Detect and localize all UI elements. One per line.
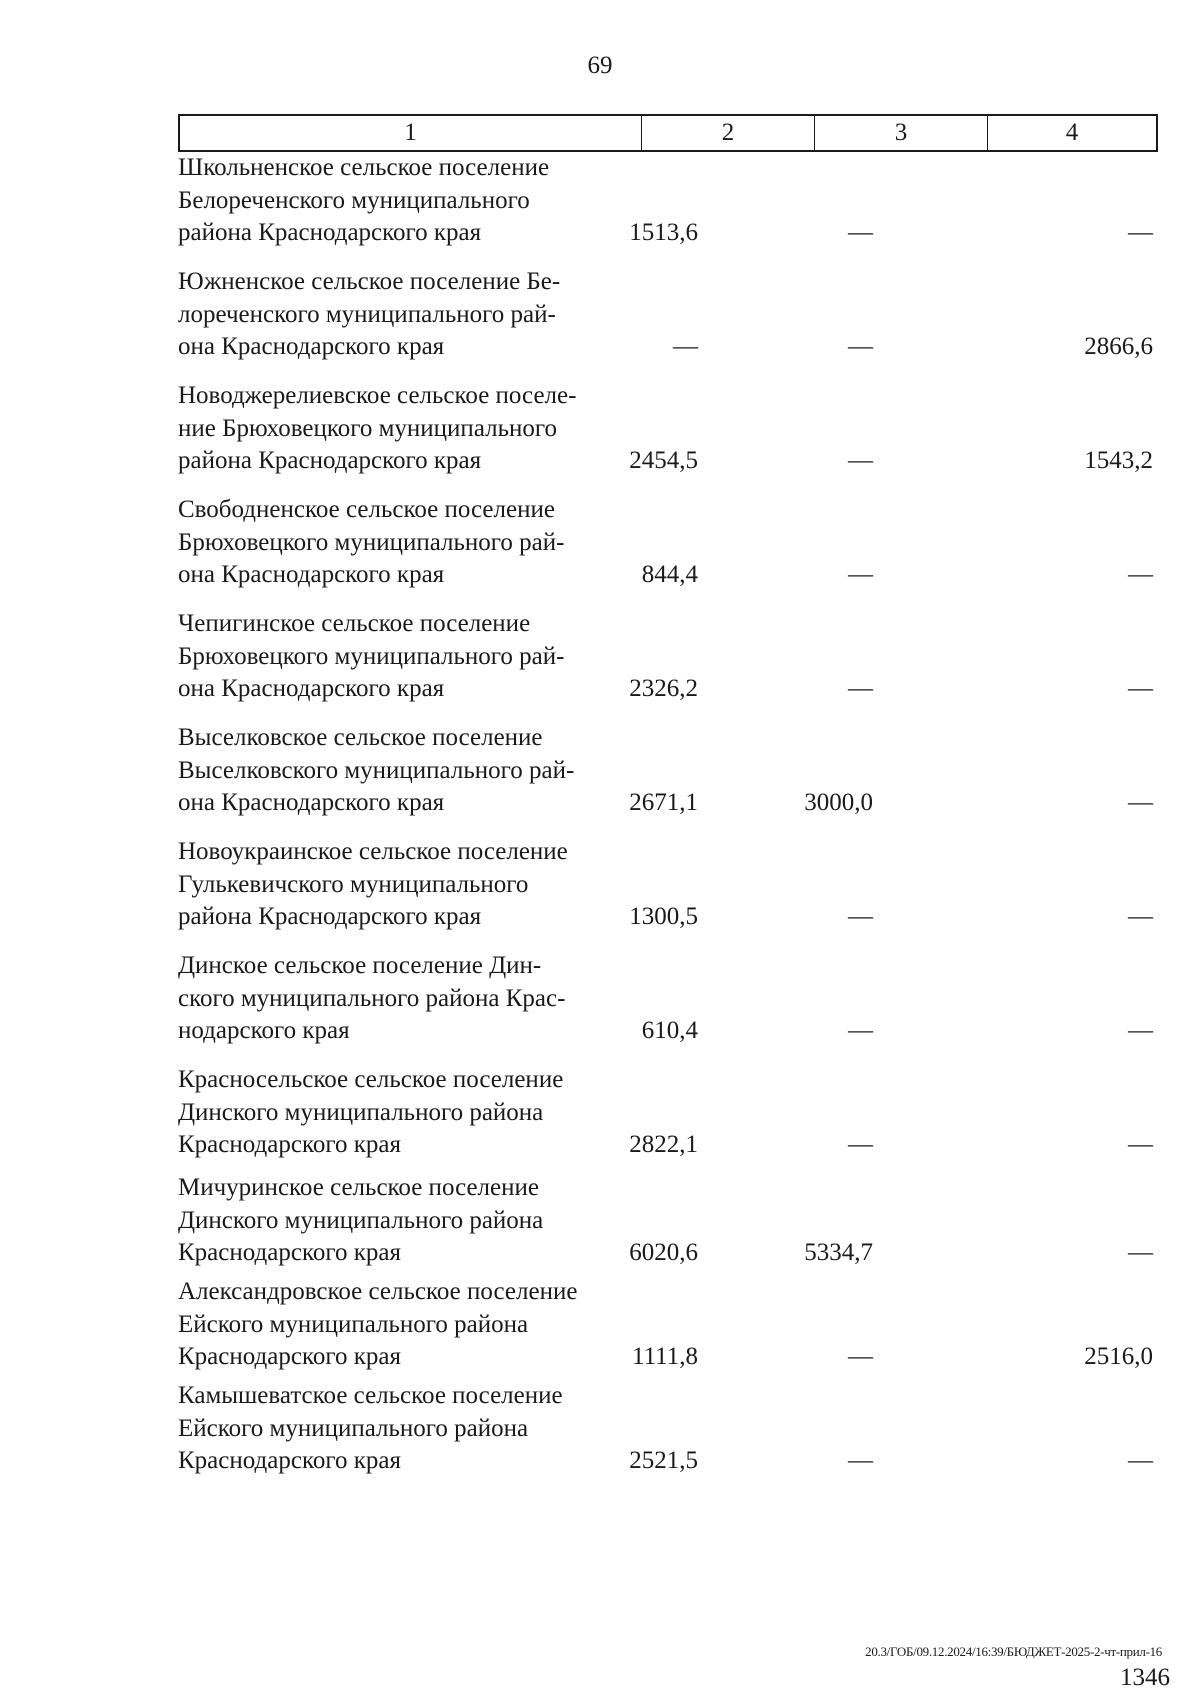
value-col-3: — bbox=[848, 333, 873, 360]
value-col-2: 1300,5 bbox=[629, 903, 698, 930]
value-col-4: 1543,2 bbox=[1084, 447, 1153, 474]
settlement-name: Южненское сельское поселение Бе- лореченского муниципального рай- она Краснодарского края bbox=[178, 268, 561, 360]
value-col-3: — bbox=[848, 219, 873, 246]
value-col-2: 2822,1 bbox=[629, 1131, 698, 1158]
table-row bbox=[178, 1064, 1158, 1162]
value-col-2: 610,4 bbox=[641, 1017, 698, 1044]
settlement-name: Свободненское сельское поселение Брюховецкого муниципального рай- она Краснодарского края bbox=[178, 496, 565, 588]
value-col-3: — bbox=[848, 1017, 873, 1044]
header-col-3: 3 bbox=[815, 116, 988, 150]
value-col-4: — bbox=[1128, 1447, 1153, 1474]
value-col-3: 5334,7 bbox=[804, 1239, 873, 1266]
table-row bbox=[178, 836, 1158, 934]
table-row bbox=[178, 380, 1158, 478]
value-col-3: — bbox=[848, 675, 873, 702]
value-col-2: — bbox=[673, 333, 698, 360]
header-col-2: 2 bbox=[642, 116, 815, 150]
settlement-name: Новоджерелиевское сельское поселе- ние Брюховецкого муниципального района Краснодарского края bbox=[178, 382, 577, 474]
value-col-3: — bbox=[848, 1131, 873, 1158]
value-col-2: 844,4 bbox=[641, 561, 698, 588]
settlement-name: Выселковское сельское поселение Выселковского муниципального рай- она Краснодарского края bbox=[178, 724, 575, 816]
value-col-4: — bbox=[1128, 1131, 1153, 1158]
value-col-4: 2516,0 bbox=[1084, 1343, 1153, 1370]
value-col-3: 3000,0 bbox=[804, 789, 873, 816]
value-col-2: 2326,2 bbox=[629, 675, 698, 702]
sheet-number: 1346 bbox=[1120, 1664, 1170, 1691]
table-header bbox=[178, 114, 1158, 152]
table-row bbox=[178, 266, 1158, 364]
table-row bbox=[178, 152, 1158, 250]
value-col-2: 2454,5 bbox=[629, 447, 698, 474]
value-col-4: — bbox=[1128, 675, 1153, 702]
value-col-3: — bbox=[848, 447, 873, 474]
value-col-2: 1513,6 bbox=[629, 219, 698, 246]
settlement-name: Мичуринское сельское поселение Динского муниципального района Краснодарского края bbox=[178, 1174, 544, 1266]
value-col-2: 6020,6 bbox=[629, 1239, 698, 1266]
settlement-name: Александровское сельское поселение Ейского муниципального района Краснодарского края bbox=[178, 1278, 578, 1370]
value-col-3: — bbox=[848, 1343, 873, 1370]
settlement-name: Камышеватское сельское поселение Ейского муниципального района Краснодарского края bbox=[178, 1382, 563, 1474]
value-col-4: — bbox=[1128, 561, 1153, 588]
header-col-1: 1 bbox=[180, 116, 642, 150]
settlement-name: Красносельское сельское поселение Динского муниципального района Краснодарского края bbox=[178, 1066, 564, 1158]
value-col-4: — bbox=[1128, 1017, 1153, 1044]
settlement-name: Новоукраинское сельское поселение Гулькевичского муниципального района Краснодарского края bbox=[178, 838, 568, 930]
value-col-3: — bbox=[848, 561, 873, 588]
document-code: 20.3/ГОБ/09.12.2024/16:39/БЮДЖЕТ-2025-2-чт-прил-16 bbox=[865, 1644, 1162, 1659]
value-col-2: 2521,5 bbox=[629, 1447, 698, 1474]
table-row bbox=[178, 494, 1158, 592]
table-row bbox=[178, 608, 1158, 706]
page-number: 69 bbox=[587, 52, 613, 79]
value-col-4: 2866,6 bbox=[1084, 333, 1153, 360]
table-row bbox=[178, 722, 1158, 820]
value-col-4: — bbox=[1128, 219, 1153, 246]
value-col-3: — bbox=[848, 1447, 873, 1474]
settlement-name: Школьненское сельское поселение Белореченского муниципального района Краснодарского края bbox=[178, 154, 550, 246]
table-row bbox=[178, 1380, 1158, 1478]
header-col-4: 4 bbox=[1065, 119, 1079, 146]
settlement-name: Чепигинское сельское поселение Брюховецкого муниципального рай- она Краснодарского края bbox=[178, 610, 565, 702]
value-col-4: — bbox=[1128, 1239, 1153, 1266]
value-col-4: — bbox=[1128, 789, 1153, 816]
settlement-name: Динское сельское поселение Дин- ского муниципального района Крас- нодарского края bbox=[178, 952, 566, 1044]
table-row bbox=[178, 950, 1158, 1048]
table-row bbox=[178, 1172, 1158, 1270]
value-col-2: 1111,8 bbox=[632, 1343, 698, 1370]
table-row bbox=[178, 1276, 1158, 1374]
value-col-2: 2671,1 bbox=[629, 789, 698, 816]
value-col-3: — bbox=[848, 903, 873, 930]
value-col-4: — bbox=[1128, 903, 1153, 930]
